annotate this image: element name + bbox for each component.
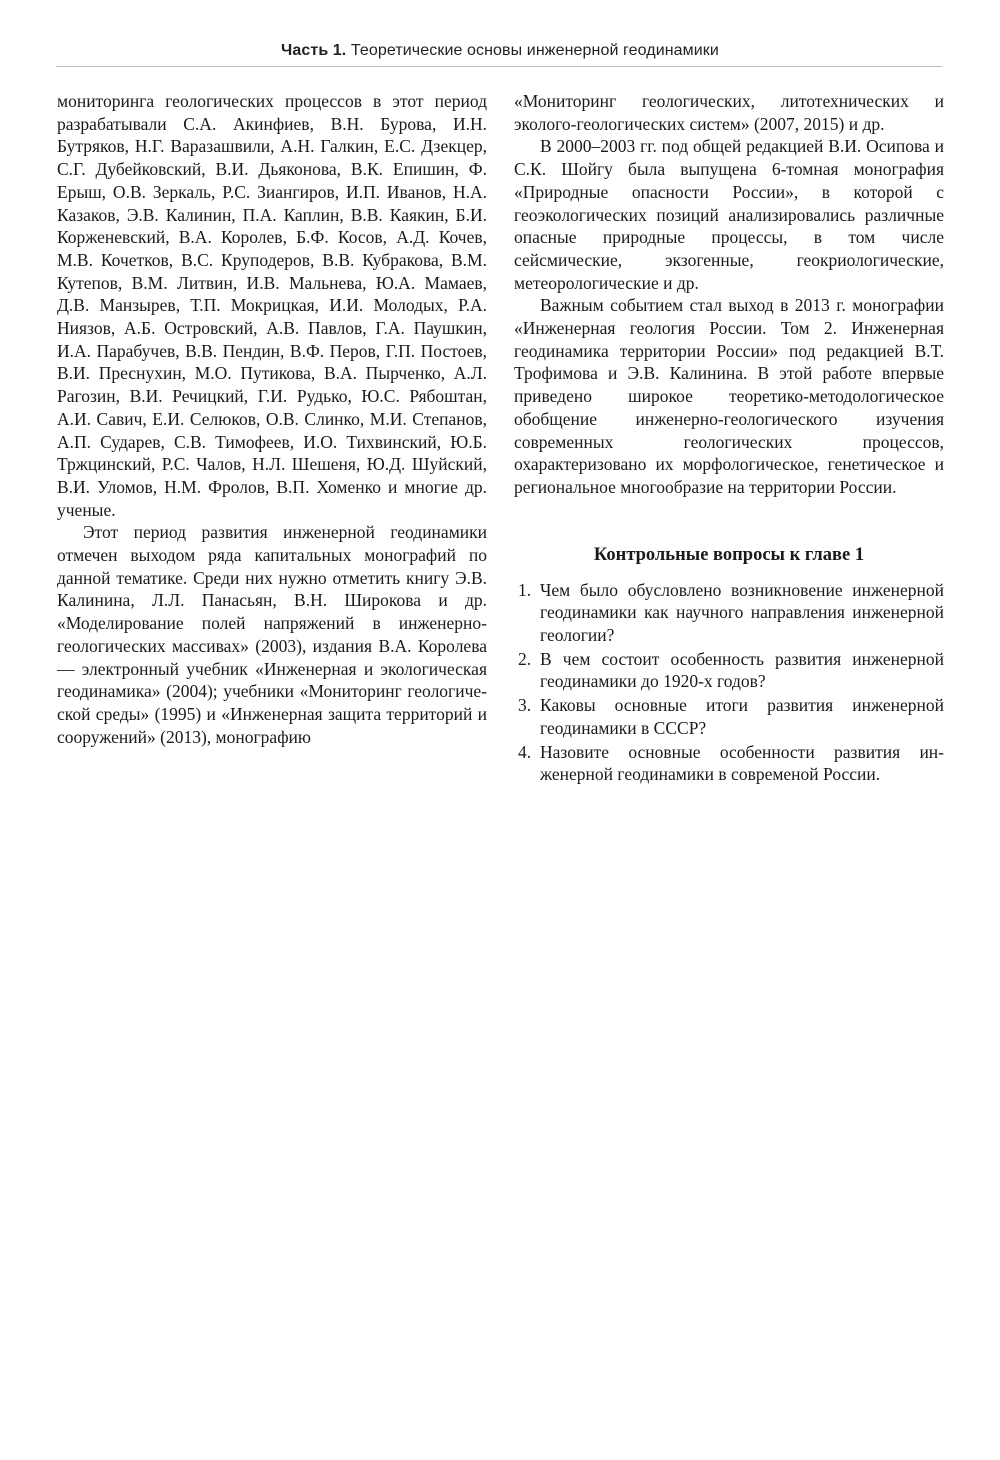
question-text: Чем было обусловлено возникновение инженерной геодинамики как научного направления инженерной геологии?: [540, 579, 944, 646]
left-column: [57, 90, 487, 748]
part-label: Часть 1.: [281, 42, 347, 59]
paragraph-monitoring-continuation: «Мониторинг геологических, литотехнических и эколого-геологических систем» (2007, 2015) и др.: [514, 91, 944, 134]
question-number: 4.: [518, 741, 532, 762]
questions-heading: Контрольные вопросы к главе 1: [593, 544, 865, 565]
paragraph-researchers: мониторинга геологических процессов в этот период разрабатывали С.А. Акинфиев, В.Н. Бурова, И.Н. Бутряков, Н.Г. Варазашвили, А.Н. Галкин, Е.С. Дзекцер, С.Г. Дубейковский, В.И. Дьяконова, В.К. Епишин, Ф. Ерыш, О.В. Зеркаль, Р.С. Зиангиров, И.П. Иванов, Н.А. Казаков, Э.В. Калинин, П.А. Каплин, В.В. Каякин, Б.И. Корженевский, В.А. Королев, Б.Ф. Косов, А.Д. Кочев, М.В. Кочетков, В.С. Круподеров, В.В. Кубракова, В.М. Кутепов, В.М. Литвин, И.В. Мальнева, Ю.А. Мамаев, Д.В. Манзырев, Т.П. Мокрицкая, И.И. Молодых, Р.А. Ниязов, А.Б. Островский, А.В. Павлов, Г.А. Паушкин, И.А. Парабучев, В.В. Пендин, В.Ф. Перов, Г.П. Постоев, В.И. Преснухин, М.О. Путикова, В.А. Пырченко, А.Л. Рагозин, В.И. Речицкий, Г.И. Рудько, Ю.С. Рябоштан, А.И. Савич, Е.И. Селюков, О.В. Слинко, М.И. Степанов, А.П. Сударев, С.В. Тимофеев, И.О. Тихвинский, Ю.Б. Тржцинский, Р.С. Чалов, Н.Л. Шешеня, Ю.Д. Шуйский, В.И. Уломов, Н.М. Фролов, В.П. Хоменко и многие др. ученые.: [57, 91, 487, 520]
running-head: [0, 42, 1000, 60]
question-number: 2.: [518, 648, 532, 669]
question-text: Назовите основные особенности развития инженерной геодинамики в современой России.: [540, 741, 944, 785]
questions-list: [514, 579, 944, 786]
header-rule: [56, 66, 942, 67]
right-column: [514, 90, 944, 787]
paragraph-monographs: Этот период развития инженерной геодинамики отмечен выходом ряда капитальных монографий по данной тематике. Среди них нужно отметить книгу Э.В. Калинина, Л.Л. Панасьян, В.Н. Широкова и др. «Моделирование полей напряжений в инженерно-геологических массивах» (2003), издания В.А. Королева — электронный учебник «Инженерная и экологическая геодинамика» (2004); учебники «Мониторинг геологической среды» (1995) и «Инженерная защита территорий и сооружений» (2013), монографию: [57, 522, 487, 747]
question-number: 1.: [518, 579, 532, 600]
question-text: Каковы основные итоги развития инженерной геодинамики в СССР?: [540, 695, 944, 738]
question-item: [514, 579, 944, 647]
paragraph-engineering-geology-russia: Важным событием стал выход в 2013 г. монографии «Инженерная геология России. Том 2. Инженерная геодинамика территории России» под редакцией В.Т. Трофимова и Э.В. Калинина. В этой работе впервые приведено широкое теоретико-методологическое обобщение инженерно-геологического изучения современных геологических процессов, охарактеризовано их морфологическое, генетическое и региональное многообразие на территории России.: [514, 295, 944, 497]
question-item: [514, 741, 944, 786]
part-title: Теоретические основы инженерной геодинамики: [346, 42, 719, 59]
paragraph-natural-hazards: В 2000–2003 гг. под общей редакцией В.И. Осипова и С.К. Шойгу была выпущена 6-томная монография «Природные опасности России», в которой с геоэкологических позиций анализировались различные опасные природные процессы, в том числе сейсмические, экзогенные, геокриологические, метеорологические и др.: [514, 136, 944, 293]
question-number: 3.: [518, 695, 532, 716]
question-item: [514, 694, 944, 739]
question-text: В чем состоит особенность развития инженерной геодинамики до 1920-х годов?: [540, 648, 944, 692]
question-item: [514, 648, 944, 693]
